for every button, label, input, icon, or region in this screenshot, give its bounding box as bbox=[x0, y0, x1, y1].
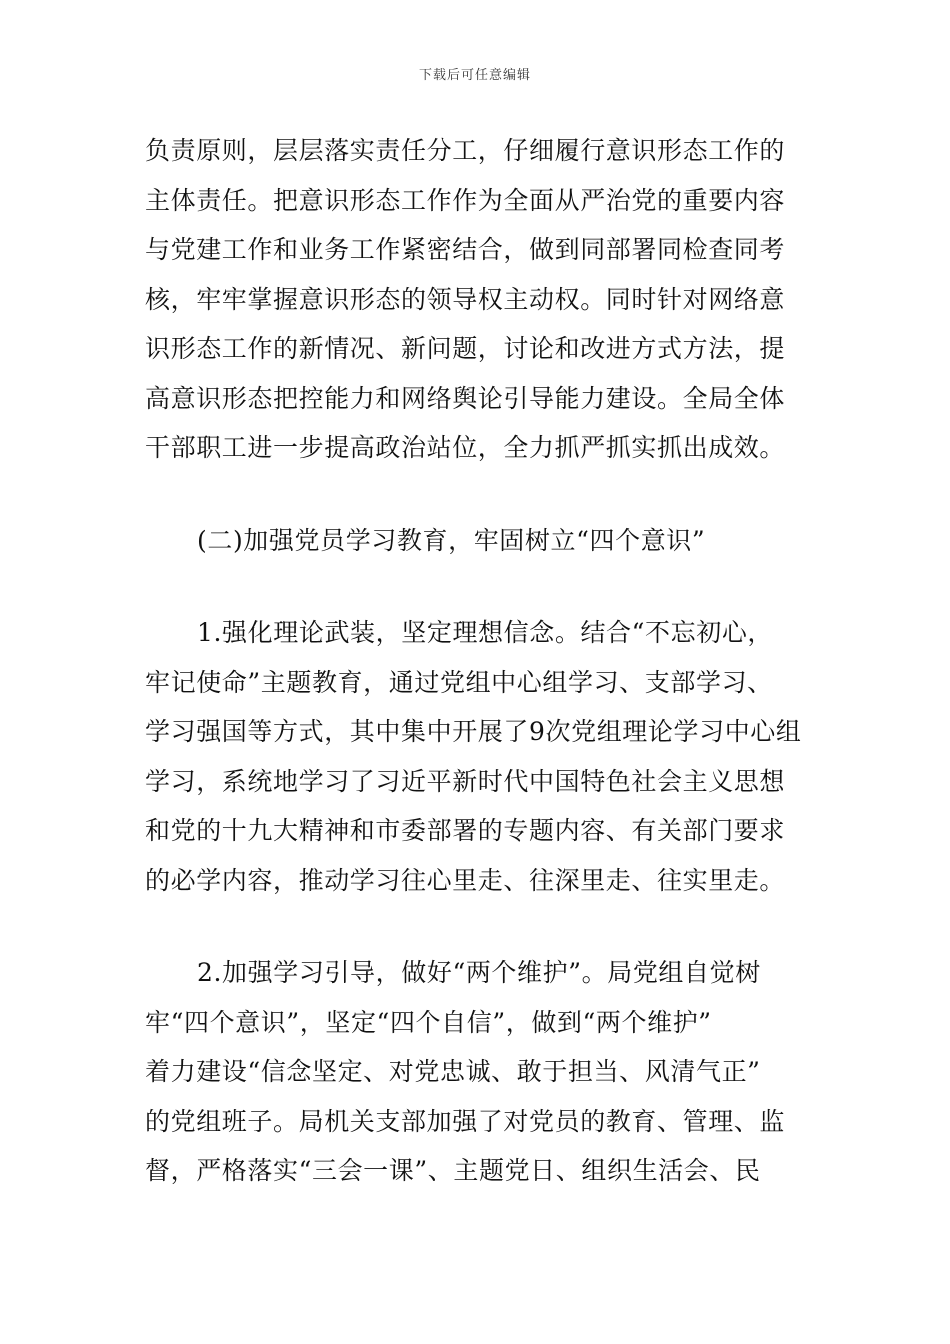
text-line: 学习，系统地学习了习近平新时代中国特色社会主义思想 bbox=[145, 766, 786, 796]
text-line: 1.强化理论武装，坚定理想信念。结合“不忘初心， bbox=[197, 618, 774, 647]
text-line: 督，严格落实“三会一课”、主题党日、组织生活会、民 bbox=[145, 1156, 761, 1185]
text-line: 的必学内容，推动学习往心里走、往深里走、往实里走。 bbox=[145, 865, 786, 895]
text-line: 学习强国等方式，其中集中开展了9次党组理论学习中心组 bbox=[145, 717, 802, 746]
text-line: 2.加强学习引导，做好“两个维护”。局党组自觉树 bbox=[197, 958, 761, 987]
text-line: 和党的十九大精神和市委部署的专题内容、有关部门要求 bbox=[145, 816, 786, 845]
page-header: 下载后可任意编辑 bbox=[418, 68, 531, 83]
text-line: 与党建工作和业务工作紧密结合，做到同部署同检查同考 bbox=[145, 235, 786, 264]
heading-line: (二)加强党员学习教育，牢固树立“四个意识” bbox=[197, 525, 706, 555]
text-line: 识形态工作的新情况、新问题，讨论和改进方式方法，提 bbox=[145, 334, 786, 363]
text-line: 牢“四个意识”，坚定“四个自信”，做到“两个维护” bbox=[145, 1007, 712, 1037]
text-line: 高意识形态把控能力和网络舆论引导能力建设。全局全体 bbox=[145, 383, 786, 413]
text-line: 主体责任。把意识形态工作作为全面从严治党的重要内容 bbox=[145, 185, 786, 215]
document-body bbox=[145, 126, 810, 1196]
text-line: 的党组班子。局机关支部加强了对党员的教育、管理、监 bbox=[145, 1106, 786, 1136]
text-line: 负责原则，层层落实责任分工，仔细履行意识形态工作的 bbox=[145, 136, 786, 165]
text-line: 核，牢牢掌握意识形态的领导权主动权。同时针对网络意 bbox=[145, 284, 786, 314]
text-line: 牢记使命”主题教育，通过党组中心组学习、支部学习、 bbox=[145, 667, 773, 697]
paragraph-1 bbox=[145, 126, 810, 473]
section-heading bbox=[145, 516, 810, 566]
paragraph-item-2 bbox=[145, 948, 810, 1196]
text-line: 着力建设“信念坚定、对党忠诚、敢于担当、风清气正” bbox=[145, 1057, 761, 1086]
paragraph-item-1 bbox=[145, 608, 810, 905]
text-line: 干部职工进一步提高政治站位，全力抓严抓实抓出成效。 bbox=[145, 433, 786, 462]
